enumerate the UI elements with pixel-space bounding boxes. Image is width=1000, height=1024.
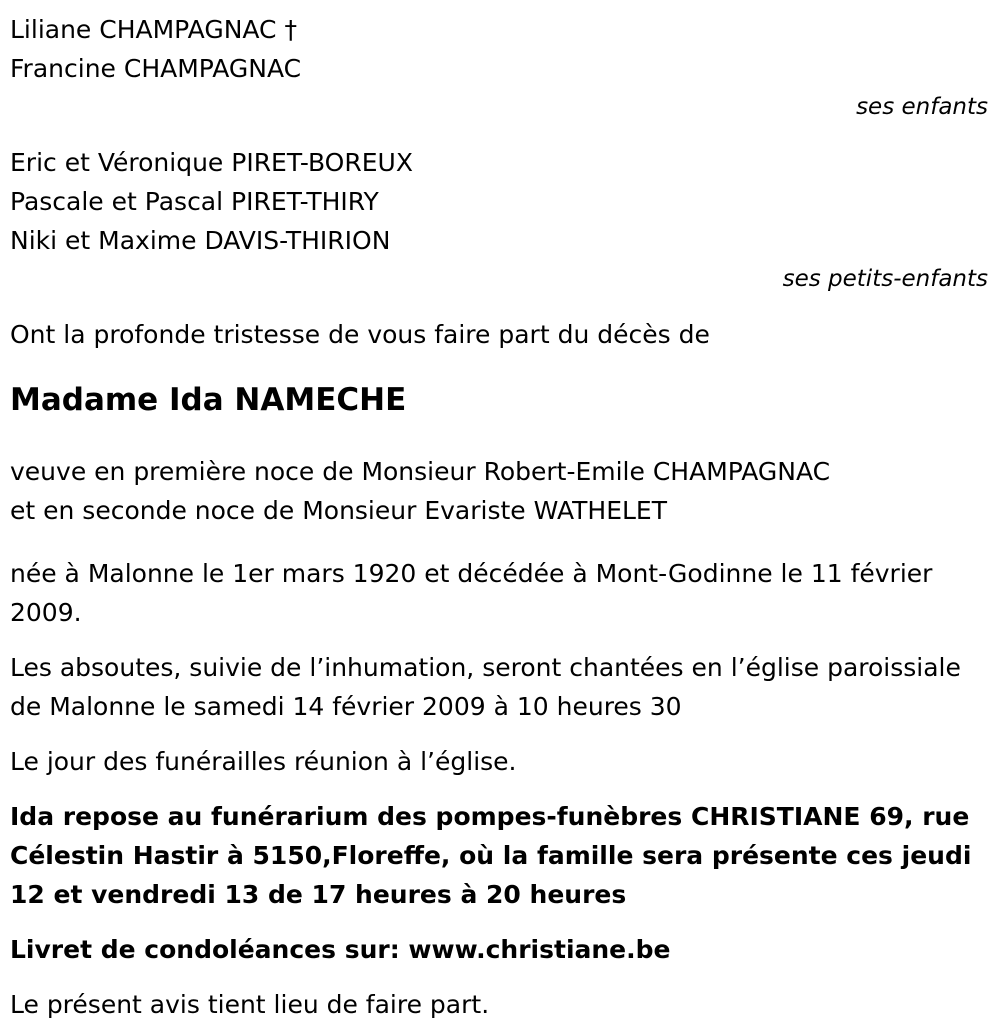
grandchildren-role-label: ses petits-enfants bbox=[782, 266, 988, 292]
spacer-before-closing bbox=[10, 969, 990, 985]
child-name-1: Liliane CHAMPAGNAC † bbox=[10, 15, 297, 44]
funerarium-text: Ida repose au funérarium des pompes-funèbres CHRISTIANE 69, rue Célestin Hastir à 5150,Floreffe, où la famille sera présente ces jeudi 12 et vendredi 13 de 17 heures à 20 heures bbox=[10, 802, 972, 909]
grandchild-name-3: Niki et Maxime DAVIS-THIRION bbox=[10, 226, 391, 255]
spacer-before-name bbox=[10, 354, 990, 378]
deceased-name: Madame Ida NAMECHE bbox=[10, 382, 407, 418]
children-role-label: ses enfants bbox=[856, 94, 988, 120]
grandchild-name-1: Eric et Véronique PIRET-BOREUX bbox=[10, 148, 413, 177]
spacer-before-condolences bbox=[10, 914, 990, 930]
spacer-after-children bbox=[10, 127, 990, 143]
ceremony-text: Les absoutes, suivie de l’inhumation, seront chantées en l’église paroissiale de Malonne le samedi 14 février 2009 à 10 heures 30 bbox=[10, 653, 961, 721]
spacer-before-dates bbox=[10, 530, 990, 554]
widow-line-2: et en seconde noce de Monsieur Evariste WATHELET bbox=[10, 496, 667, 525]
gathering-text: Le jour des funérailles réunion à l’église. bbox=[10, 747, 517, 776]
condolences-text: Livret de condoléances sur: www.christiane.be bbox=[10, 935, 671, 964]
spacer-before-gathering bbox=[10, 726, 990, 742]
announcement-text: Ont la profonde tristesse de vous faire part du décès de bbox=[10, 320, 710, 349]
widow-line-1: veuve en première noce de Monsieur Robert-Emile CHAMPAGNAC bbox=[10, 457, 831, 486]
spacer-before-ceremony bbox=[10, 632, 990, 648]
spacer-after-name bbox=[10, 422, 990, 452]
closing-text: Le présent avis tient lieu de faire part. bbox=[10, 990, 490, 1019]
grandchild-name-2: Pascale et Pascal PIRET-THIRY bbox=[10, 187, 379, 216]
spacer-after-grandchildren bbox=[10, 299, 990, 315]
birth-death-text: née à Malonne le 1er mars 1920 et décédée à Mont-Godinne le 11 février 2009. bbox=[10, 559, 933, 627]
child-name-2: Francine CHAMPAGNAC bbox=[10, 54, 302, 83]
spacer-before-funerarium bbox=[10, 781, 990, 797]
